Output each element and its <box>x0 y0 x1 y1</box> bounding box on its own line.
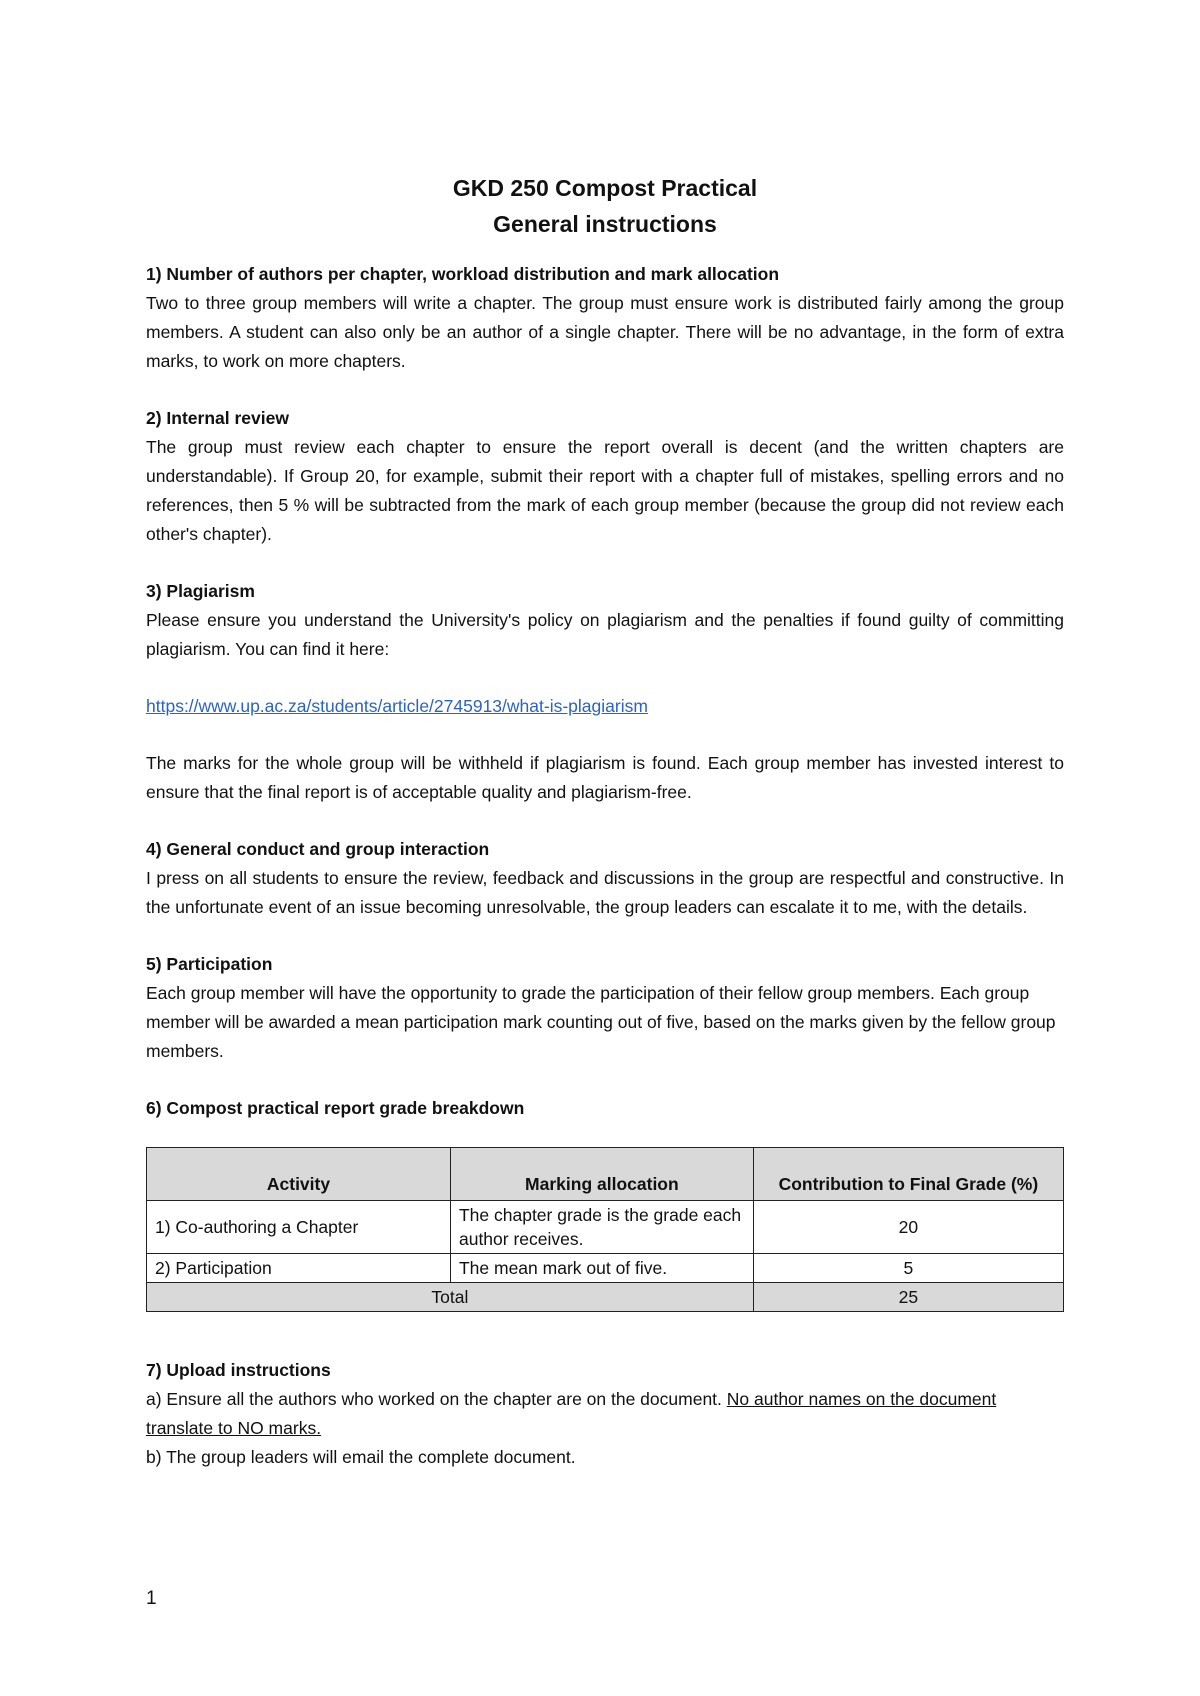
cell-allocation: The mean mark out of five. <box>450 1254 753 1283</box>
column-header-marking-allocation: Marking allocation <box>450 1148 753 1201</box>
table-header-row <box>147 1148 1064 1201</box>
table-row <box>147 1254 1064 1283</box>
section-body: The group must review each chapter to ensure the report overall is decent (and the written chapters are understandable). If Group 20, for example, submit their report with a chapter full of mistakes, spelling errors and no references, then 5 % will be subtracted from the mark of each group member (because the group did not review each other's chapter). <box>146 437 1064 544</box>
upload-item-a-emphasis: No author names on the document translate to NO marks. <box>146 1389 997 1438</box>
section-body: Please ensure you understand the University's policy on plagiarism and the penalties if found guilty of committing plagiarism. You can find it here: <box>146 610 1064 659</box>
document-subtitle: General instructions <box>493 211 717 237</box>
section-heading: 5) Participation <box>146 954 273 974</box>
section-heading: 6) Compost practical report grade breakdown <box>146 1098 525 1118</box>
plagiarism-link-paragraph <box>146 692 1064 721</box>
cell-contribution: 5 <box>753 1254 1063 1283</box>
document-content <box>146 170 1064 1472</box>
section-heading: 7) Upload instructions <box>146 1360 331 1380</box>
cell-activity: 2) Participation <box>147 1254 451 1283</box>
table-total-row <box>147 1283 1064 1312</box>
section-conduct <box>146 835 1064 922</box>
upload-item-a <box>146 1385 1064 1443</box>
section-body: Each group member will have the opportunity to grade the participation of their fellow group members. Each group member will be awarded a mean participation mark counting out of five, based on the marks given by the fellow group members. <box>146 983 1056 1061</box>
plagiarism-policy-link[interactable]: https://www.up.ac.za/students/article/2745913/what-is-plagiarism <box>146 696 648 716</box>
section-internal-review <box>146 404 1064 549</box>
cell-total-value: 25 <box>753 1283 1063 1312</box>
column-header-contribution: Contribution to Final Grade (%) <box>753 1148 1063 1201</box>
table-row <box>147 1201 1064 1254</box>
section-heading: 4) General conduct and group interaction <box>146 839 490 859</box>
page-number: 1 <box>146 1588 157 1609</box>
section-body: I press on all students to ensure the review, feedback and discussions in the group are respectful and constructive. In the unfortunate event of an issue becoming unresolvable, the group leaders can escalate it to me, with the details. <box>146 868 1064 917</box>
column-header-activity: Activity <box>147 1148 451 1201</box>
upload-item-b: b) The group leaders will email the complete document. <box>146 1447 576 1467</box>
section-heading: 1) Number of authors per chapter, workload distribution and mark allocation <box>146 264 780 284</box>
section-grade-breakdown <box>146 1094 1064 1312</box>
upload-item-a-text: a) Ensure all the authors who worked on the chapter are on the document. <box>146 1389 727 1409</box>
document-title: GKD 250 Compost Practical <box>452 175 758 201</box>
section-heading: 3) Plagiarism <box>146 581 255 601</box>
cell-allocation: The chapter grade is the grade each author receives. <box>450 1201 753 1254</box>
section-body: Two to three group members will write a chapter. The group must ensure work is distributed fairly among the group members. A student can also only be an author of a single chapter. There will be no advantage, in the form of extra marks, to work on more chapters. <box>146 293 1064 371</box>
section-heading: 2) Internal review <box>146 408 289 428</box>
cell-total-label: Total <box>147 1283 754 1312</box>
section-upload <box>146 1356 1064 1472</box>
section-participation <box>146 950 1064 1066</box>
cell-contribution: 20 <box>753 1201 1063 1254</box>
section-body-2: The marks for the whole group will be withheld if plagiarism is found. Each group member has invested interest to ensure that the final report is of acceptable quality and plagiarism-free. <box>146 753 1064 802</box>
title-block <box>146 170 1064 242</box>
cell-activity: 1) Co-authoring a Chapter <box>147 1201 451 1254</box>
section-authors <box>146 260 1064 376</box>
section-plagiarism <box>146 577 1064 807</box>
grade-breakdown-table <box>146 1147 1064 1312</box>
